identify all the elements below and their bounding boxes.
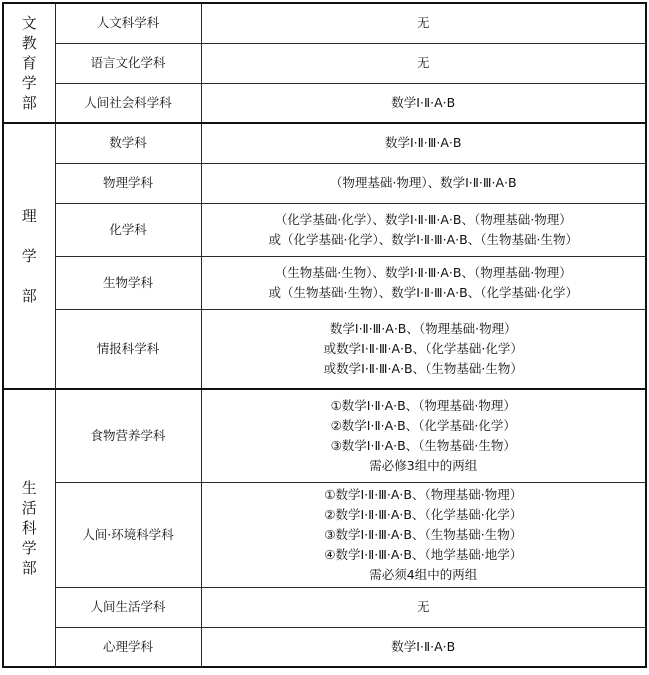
subject-cell	[55, 203, 201, 256]
subject-cell	[55, 83, 201, 123]
table-row	[3, 482, 646, 587]
department-cell	[3, 123, 55, 389]
requirement-line: 或（化学基础·化学）、数学Ⅰ·Ⅱ·Ⅲ·A·B、（生物基础·生物）	[268, 231, 578, 247]
subject-cell	[55, 256, 201, 309]
subject-cell	[55, 3, 201, 43]
requirement-cell	[201, 203, 646, 256]
subject-cell	[55, 309, 201, 389]
subject-label: 化学科	[109, 221, 147, 237]
subject-cell	[55, 482, 201, 587]
table-row	[3, 43, 646, 83]
department-label: 理学部	[21, 207, 37, 305]
requirement-cell	[201, 309, 646, 389]
requirement-cell	[201, 123, 646, 163]
subject-label: 物理学科	[102, 175, 153, 190]
department-cell	[3, 3, 55, 123]
requirement-line: （化学基础·化学）、数学Ⅰ·Ⅱ·Ⅲ·A·B、（物理基础·物理）	[274, 211, 572, 227]
department-label: 生活科学部	[21, 479, 37, 577]
requirement-line: ①数学Ⅰ·Ⅱ·A·B、（物理基础·物理）	[330, 397, 516, 413]
table-row	[3, 123, 646, 163]
table-row	[3, 3, 646, 43]
requirement-line: 无	[416, 15, 430, 31]
requirement-line: 数学Ⅰ·Ⅱ·A·B	[391, 638, 456, 654]
subject-label: 心理学科	[102, 638, 153, 654]
requirement-line: ③数学Ⅰ·Ⅱ·Ⅲ·A·B、（生物基础·生物）	[324, 526, 523, 542]
requirement-line: ②数学Ⅰ·Ⅱ·Ⅲ·A·B、（化学基础·化学）	[324, 506, 523, 522]
subject-label: 生物学科	[102, 274, 153, 290]
table-row	[3, 203, 646, 256]
requirement-cell	[201, 43, 646, 83]
requirement-line: ①数学Ⅰ·Ⅱ·Ⅲ·A·B、（物理基础·物理）	[324, 486, 523, 502]
requirement-line: （生物基础·生物）、数学Ⅰ·Ⅱ·Ⅲ·A·B、（物理基础·物理）	[274, 264, 572, 280]
requirements-table	[2, 2, 647, 668]
requirement-cell	[201, 627, 646, 667]
requirement-line: ④数学Ⅰ·Ⅱ·Ⅲ·A·B、（地学基础·地学）	[324, 546, 523, 562]
subject-label: 语言文化学科	[90, 55, 166, 70]
subject-label: 人间社会科学科	[84, 94, 172, 110]
table-row	[3, 309, 646, 389]
subject-cell	[55, 627, 201, 667]
requirement-cell	[201, 389, 646, 482]
requirement-cell	[201, 83, 646, 123]
requirement-line: ②数学Ⅰ·Ⅱ·A·B、（化学基础·化学）	[330, 417, 516, 433]
subject-cell	[55, 389, 201, 482]
requirement-cell	[201, 482, 646, 587]
table-row	[3, 627, 646, 667]
requirement-line: （物理基础·物理）、数学Ⅰ·Ⅱ·Ⅲ·A·B	[329, 175, 517, 190]
table-row	[3, 83, 646, 123]
requirement-line: 或数学Ⅰ·Ⅱ·Ⅲ·A·B、（化学基础·化学）	[323, 340, 523, 356]
subject-cell	[55, 43, 201, 83]
requirement-line: 无	[416, 55, 430, 70]
requirement-line: ③数学Ⅰ·Ⅱ·A·B、（生物基础·生物）	[330, 437, 516, 453]
table-body	[3, 3, 646, 667]
department-label: 文教育学部	[21, 14, 37, 112]
subject-cell	[55, 163, 201, 203]
table-row	[3, 587, 646, 627]
subject-label: 人间生活学科	[90, 599, 166, 614]
subject-label: 食物营养学科	[90, 427, 166, 443]
table-row	[3, 389, 646, 482]
requirement-line: 无	[416, 599, 430, 614]
requirement-line: 或（生物基础·生物）、数学Ⅰ·Ⅱ·Ⅲ·A·B、（化学基础·化学）	[268, 284, 578, 300]
table-row	[3, 163, 646, 203]
subject-cell	[55, 587, 201, 627]
requirement-line: 数学Ⅰ·Ⅱ·Ⅲ·A·B	[385, 135, 462, 151]
requirement-cell	[201, 587, 646, 627]
subject-label: 情报科学科	[96, 340, 160, 356]
subject-label: 人间·环境科学科	[82, 526, 174, 542]
subject-label: 数学科	[109, 135, 147, 151]
requirement-cell	[201, 163, 646, 203]
subject-cell	[55, 123, 201, 163]
requirement-cell	[201, 256, 646, 309]
requirement-line: 需必修3组中的两组	[369, 457, 478, 473]
requirement-line: 需必须4组中的两组	[369, 566, 478, 582]
requirement-line: 数学Ⅰ·Ⅱ·A·B	[391, 94, 456, 110]
subject-label: 人文科学科	[96, 15, 160, 31]
requirement-cell	[201, 3, 646, 43]
requirement-line: 或数学Ⅰ·Ⅱ·Ⅲ·A·B、（生物基础·生物）	[323, 360, 523, 376]
department-cell	[3, 389, 55, 667]
requirement-line: 数学Ⅰ·Ⅱ·Ⅲ·A·B、（物理基础·物理）	[329, 320, 517, 336]
table-row	[3, 256, 646, 309]
